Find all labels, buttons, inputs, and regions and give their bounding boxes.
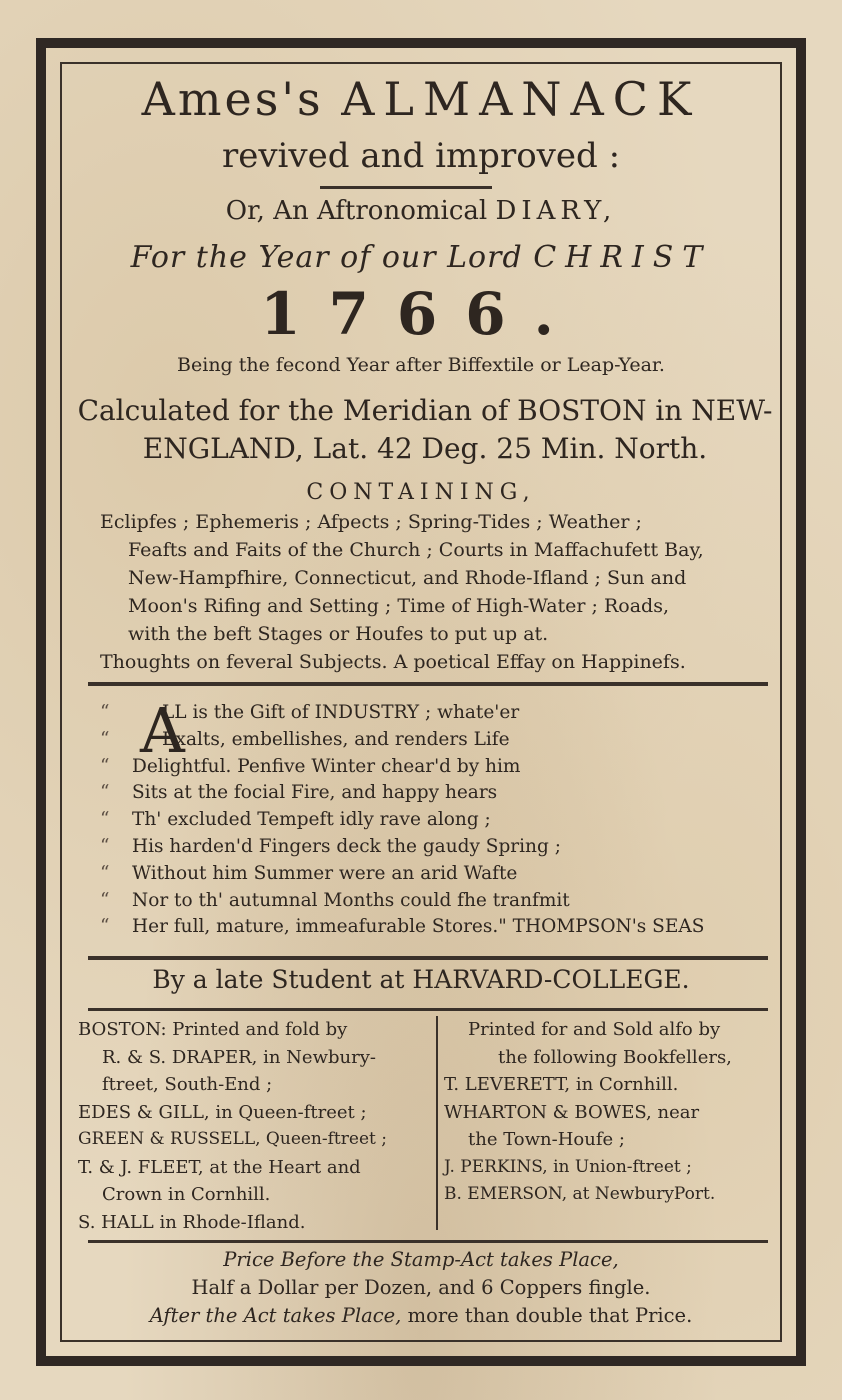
price-line-3-italic: After the Act takes Place, [149,1304,402,1327]
poem-line: “ Th' excluded Tempeft idly rave along ; [100,809,491,831]
poem-line: “ His harden'd Fingers deck the gaudy Spring ; [100,835,561,857]
poem-line: “ Nor to th' autumnal Months could fhe tranfmit [100,889,570,911]
contents-list [100,508,770,676]
printer-line: EDES & GILL, in Queen-ftreet ; [78,1101,367,1123]
printer-line: B. EMERSON, at NewburyPort. [444,1184,716,1204]
printer-line: BOSTON: Printed and fold by [78,1019,348,1040]
poem-line: “ Delightful. Penfive Winter chear'd by him [100,755,521,777]
subtitle: revived and improved : [221,136,621,176]
contents-line: with the beft Stages or Houfes to put up at. [128,623,549,645]
diary-caps: DIARY, [495,196,617,226]
calculated-line-1: Calculated for the Meridian of BOSTON in NEW- [77,394,773,427]
price-line-3-rest: more than double that Price. [401,1304,693,1327]
contents-line: Thoughts on feveral Subjects. A poetical Effay on Happinefs. [100,651,686,673]
title-prefix: Ames's [141,72,324,126]
drop-cap: A [140,694,185,767]
poem [100,694,770,941]
price-line-1: Price Before the Stamp-Act takes Place, [223,1248,619,1271]
price-line-3 [60,1304,782,1327]
poem-line: “ Her full, mature, immeafurable Stores." THOMPSON's SEAS [100,916,705,938]
section-rule-poem [88,956,768,960]
poem-line: “ Without him Summer were an arid Wafte [100,862,518,884]
author-line: By a late Student at HARVARD-COLLEGE. [152,965,690,994]
leap-year-note: Being the fecond Year after Biffextile or Leap-Year. [177,354,665,376]
calculated-line-2: ENGLAND, Lat. 42 Deg. 25 Min. North. [142,432,708,465]
printer-line: WHARTON & BOWES, near [444,1101,700,1123]
printer-line: S. HALL in Rhode-Ifland. [78,1211,306,1233]
almanack-title [60,72,782,126]
diary-prefix: Or, An Aftronomical [225,196,488,226]
printers-divider [436,1016,438,1230]
printer-line: J. PERKINS, in Union-ftreet ; [444,1156,692,1177]
printer-line: T. & J. FLEET, at the Heart and [78,1156,361,1178]
printer-line: the Town-Houfe ; [468,1129,625,1150]
printer-line: T. LEVERETT, in Cornhill. [444,1074,679,1095]
poem-line: “ Exalts, embellishes, and renders Life [100,728,510,750]
title-rule [320,186,492,189]
printer-line: Crown in Cornhill. [102,1184,271,1205]
printer-line: Printed for and Sold alfo by [468,1019,721,1040]
year-caps: CHRIST [533,240,712,275]
printers-left [78,1016,432,1236]
poem-line: “ Sits at the focial Fire, and happy hears [100,782,498,804]
printer-line: GREEN & RUSSELL, Queen-ftreet ; [78,1129,387,1149]
price-line-2: Half a Dollar per Dozen, and 6 Coppers fingle. [191,1276,651,1299]
year: 1766. [260,280,582,348]
diary-line [60,196,782,226]
contents-line: Feafts and Faits of the Church ; Courts in Maffachufett Bay, [128,539,704,561]
section-rule-printers [88,1240,768,1243]
section-rule-contents [88,682,768,686]
contents-line: Eclipfes ; Ephemeris ; Afpects ; Spring-Tides ; Weather ; [100,511,642,533]
printer-line: ftreet, South-End ; [102,1074,273,1095]
year-of-lord-line [60,240,782,275]
contents-line: New-Hampfhire, Connecticut, and Rhode-Ifland ; Sun and [128,567,687,589]
section-rule-author [88,1008,768,1011]
year-prefix: For the Year of our Lord [130,240,523,275]
printers-right [444,1016,774,1209]
title-caps: ALMANACK [341,72,701,126]
containing-heading: CONTAINING, [306,480,536,505]
poem-line: “ LL is the Gift of INDUSTRY ; whate'er [100,702,520,723]
printer-line: R. & S. DRAPER, in Newbury- [102,1046,376,1068]
printer-line: the following Bookfellers, [498,1046,732,1068]
contents-line: Moon's Rifing and Setting ; Time of High-Water ; Roads, [128,595,669,617]
